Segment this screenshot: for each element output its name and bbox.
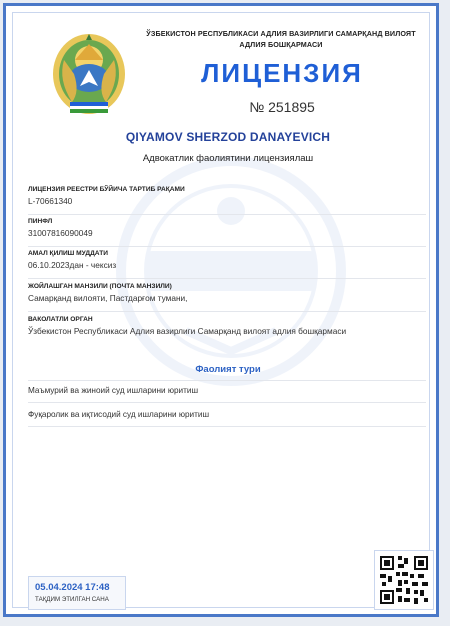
qr-code-icon	[380, 556, 428, 604]
field-pinfl	[28, 218, 426, 247]
license-number: № 251895	[249, 99, 315, 115]
holder-name: QIYAMOV SHERZOD DANAYEVICH	[125, 130, 331, 144]
field-validity	[28, 250, 426, 279]
field-value: 06.10.2023дан - чексиз	[28, 260, 117, 270]
activity-type-item: Фуқаролик ва иқтисодий суд ишларини юритиш	[28, 410, 426, 427]
license-document	[3, 3, 439, 617]
field-value: Самарқанд вилояти, Пастдарғом тумани,	[28, 293, 188, 303]
field-authority	[28, 316, 426, 344]
document-title: ЛИЦЕНЗИЯ	[201, 58, 363, 88]
field-label: ВАКОЛАТЛИ ОРГАН	[28, 316, 93, 323]
issue-date: 05.04.2024 17:48	[35, 582, 110, 593]
licensed-activity: Адвокатлик фаолиятини лицензиялаш	[142, 153, 314, 164]
qr-code[interactable]	[374, 550, 434, 610]
ministry-name: ЎЗБЕКИСТОН РЕСПУБЛИКАСИ АДЛИЯ ВАЗИРЛИГИ САМАРҚАНД ВИЛОЯТ АДЛИЯ БОШҚАРМАСИ	[146, 29, 416, 49]
field-label: ЛИЦЕНЗИЯ РЕЕСТРИ БЎЙИЧА ТАРТИБ РАҚАМИ	[28, 186, 185, 193]
issue-date-caption: ТАҚДИМ ЭТИЛГАН САНА	[35, 596, 109, 603]
field-value: 31007816090049	[28, 228, 93, 238]
issue-date-box	[28, 576, 126, 610]
divider	[28, 380, 426, 381]
field-value: Ўзбекистон Республикаси Адлия вазирлиги Самарқанд вилоят адлия бошқармаси	[28, 326, 347, 336]
state-emblem-icon	[50, 30, 128, 116]
field-label: ЖОЙЛАШГАН МАНЗИЛИ (ПОЧТА МАНЗИЛИ)	[28, 283, 172, 290]
field-value: L-70661340	[28, 196, 73, 206]
field-label: ПИНФЛ	[28, 218, 53, 225]
field-registry-number	[28, 186, 426, 215]
activity-types-title: Фаолият тури	[195, 364, 261, 375]
field-label: АМАЛ ҚИЛИШ МУДДАТИ	[28, 250, 108, 257]
field-address	[28, 283, 426, 312]
activity-type-item: Маъмурий ва жиноий суд ишларини юритиш	[28, 386, 426, 403]
